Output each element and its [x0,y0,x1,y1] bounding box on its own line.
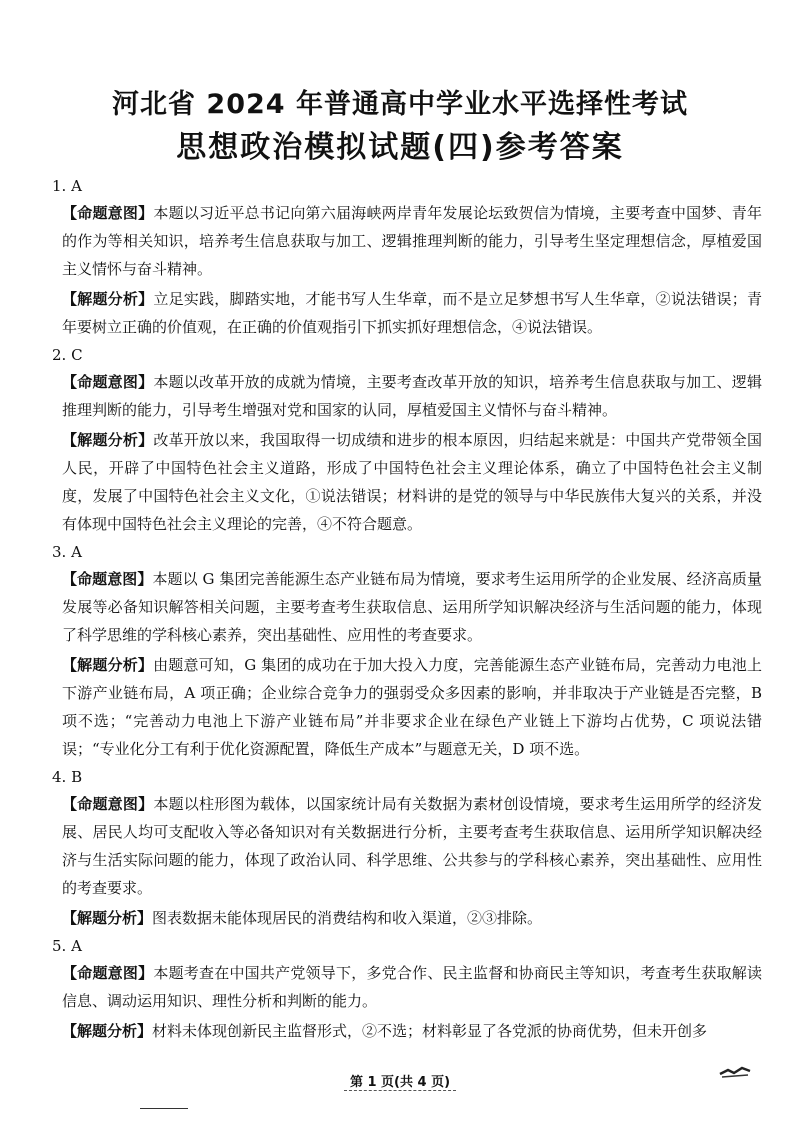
answer-item-4 [52,767,762,932]
document-title-line2: 思想政治模拟试题(四)参考答案 [176,130,624,165]
analysis-paragraph [62,651,762,763]
answer-list [52,172,762,1047]
analysis-label: 【解题分析】 [62,909,153,927]
intent-label: 【命题意图】 [62,204,154,222]
answer-item-2 [52,345,762,538]
intent-label: 【命题意图】 [62,795,154,813]
answer-item-5 [52,936,762,1045]
document-title-line1: 河北省 2024 年普通高中学业水平选择性考试 [112,89,688,120]
analysis-text: 由题意可知，G 集团的成功在于加大投入力度，完善能源生态产业链布局，完善动力电池上下游产业链布局，A 项正确；企业综合竞争力的强弱受众多因素的影响，并非取决于产业链是否完整，B 项不选；“完善动力电池上下游产业链布局”并非要求企业在绿色产业链上下游均占优势，C 项说法错误；“专业化分工有利于优化资源配置，降低生产成本”与题意无关，D 项不选。 [62,656,762,758]
answer-number: 5. A [52,937,82,955]
analysis-label: 【解题分析】 [62,656,154,674]
intent-paragraph [62,790,762,902]
intent-paragraph [62,565,762,649]
intent-paragraph [62,368,762,424]
analysis-paragraph [62,904,762,932]
answer-number: 2. C [52,346,83,364]
answer-item-1 [52,176,762,341]
intent-label: 【命题意图】 [62,373,154,391]
intent-text: 本题考查在中国共产党领导下，多党合作、民主监督和协商民主等知识，考查考生获取解读信息、调动运用知识、理性分析和判断的能力。 [62,964,762,1010]
analysis-label: 【解题分析】 [62,290,154,308]
answer-item-3 [52,542,762,763]
intent-paragraph [62,199,762,283]
intent-label: 【命题意图】 [62,570,153,588]
analysis-paragraph [62,426,762,538]
intent-text: 本题以改革开放的成就为情境，主要考查改革开放的知识，培养考生信息获取与加工、逻辑推理判断的能力，引导考生增强对党和国家的认同，厚植爱国主义情怀与奋斗精神。 [62,373,762,419]
page-footer [0,1071,800,1090]
intent-text: 本题以柱形图为载体，以国家统计局有关数据为素材创设情境，要求考生运用所学的经济发展、居民人均可支配收入等必备知识对有关数据进行分析，主要考查考生获取信息、运用所学知识解决经济与生活实际问题的能力，体现了政治认同、科学思维、公共参与的学科核心素养，突出基础性、应用性的考查要求。 [62,795,762,897]
answer-number: 4. B [52,768,83,786]
answer-number: 1. A [52,177,82,195]
analysis-paragraph [62,285,762,341]
page-number-label: 第 1 页(共 4 页) [344,1075,456,1091]
intent-text: 本题以习近平总书记向第六届海峡两岸青年发展论坛致贺信为情境，主要考查中国梦、青年的作为等相关知识，培养考生信息获取与加工、逻辑推理判断的能力，引导考生坚定理想信念，厚植爱国主义情怀与奋斗精神。 [62,204,762,278]
intent-label: 【命题意图】 [62,964,154,982]
intent-text: 本题以 G 集团完善能源生态产业链布局为情境，要求考生运用所学的企业发展、经济高质量发展等必备知识解答相关问题，主要考查考生获取信息、运用所学知识解决经济与生活问题的能力，体现了科学思维的学科核心素养，突出基础性、应用性的考查要求。 [62,570,762,644]
analysis-paragraph [62,1017,762,1045]
analysis-label: 【解题分析】 [62,1022,153,1040]
scan-mark-icon [718,1065,752,1079]
analysis-text: 图表数据未能体现居民的消费结构和收入渠道，②③排除。 [152,909,543,927]
analysis-text: 材料未体现创新民主监督形式，②不选；材料彰显了各党派的协商优势，但未开创多 [152,1022,708,1040]
intent-paragraph [62,959,762,1015]
answer-number: 3. A [52,543,82,561]
divider [140,1108,188,1109]
analysis-text: 立足实践，脚踏实地，才能书写人生华章，而不是立足梦想书写人生华章，②说法错误；青年要树立正确的价值观，在正确的价值观指引下抓实抓好理想信念，④说法错误。 [62,290,762,336]
analysis-text: 改革开放以来，我国取得一切成绩和进步的根本原因，归结起来就是：中国共产党带领全国人民，开辟了中国特色社会主义道路，形成了中国特色社会主义理论体系，确立了中国特色社会主义制度，发展了中国特色社会主义文化，①说法错误；材料讲的是党的领导与中华民族伟大复兴的关系，并没有体现中国特色社会主义理论的完善，④不符合题意。 [62,431,762,533]
analysis-label: 【解题分析】 [62,431,154,449]
